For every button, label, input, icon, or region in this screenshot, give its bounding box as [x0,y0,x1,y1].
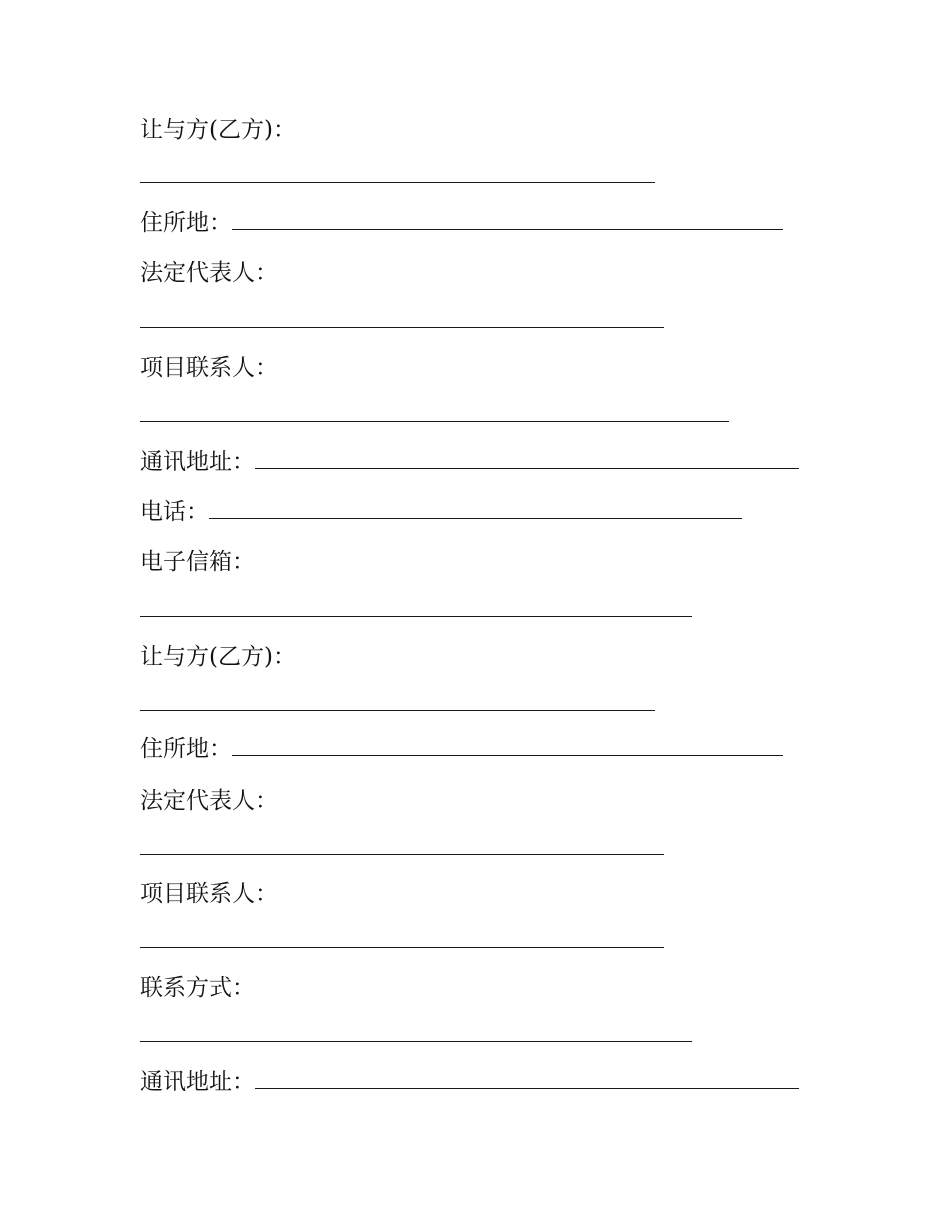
field-blank-contact-method[interactable] [140,1041,692,1042]
field-label-mailing-address-2: 通讯地址： [140,1069,255,1095]
field-label-project-contact: 项目联系人： [140,355,278,381]
field-label-legal-representative-2: 法定代表人： [140,788,278,814]
field-blank-legal-representative-2[interactable] [140,854,664,855]
field-blank-mailing-address[interactable] [255,468,799,469]
field-blank-assignor-2[interactable] [140,710,655,711]
field-row-mailing-address-2 [140,1062,799,1102]
field-label-legal-representative: 法定代表人： [140,260,278,286]
field-blank-phone[interactable] [209,518,742,519]
field-blank-legal-representative[interactable] [140,327,664,328]
field-row-phone [140,492,742,532]
field-label-mailing-address: 通讯地址： [140,449,255,475]
field-label-assignor-2: 让与方(乙方)： [140,644,296,670]
field-label-domicile-2: 住所地： [140,736,232,762]
field-blank-email[interactable] [140,616,692,617]
field-blank-mailing-address-2[interactable] [255,1088,799,1089]
field-row-domicile [140,203,783,243]
field-blank-assignor[interactable] [140,182,655,183]
field-label-domicile: 住所地： [140,210,232,236]
field-label-assignor: 让与方(乙方)： [140,117,296,143]
field-label-email: 电子信箱： [140,549,255,575]
field-blank-project-contact-2[interactable] [140,947,664,948]
field-blank-domicile-2[interactable] [232,755,783,756]
field-blank-project-contact[interactable] [140,421,729,422]
field-label-contact-method: 联系方式： [140,975,255,1001]
field-blank-domicile[interactable] [232,229,783,230]
field-row-domicile-2 [140,729,783,769]
field-row-mailing-address [140,442,799,482]
field-label-phone: 电话： [140,499,209,525]
field-label-project-contact-2: 项目联系人： [140,881,278,907]
